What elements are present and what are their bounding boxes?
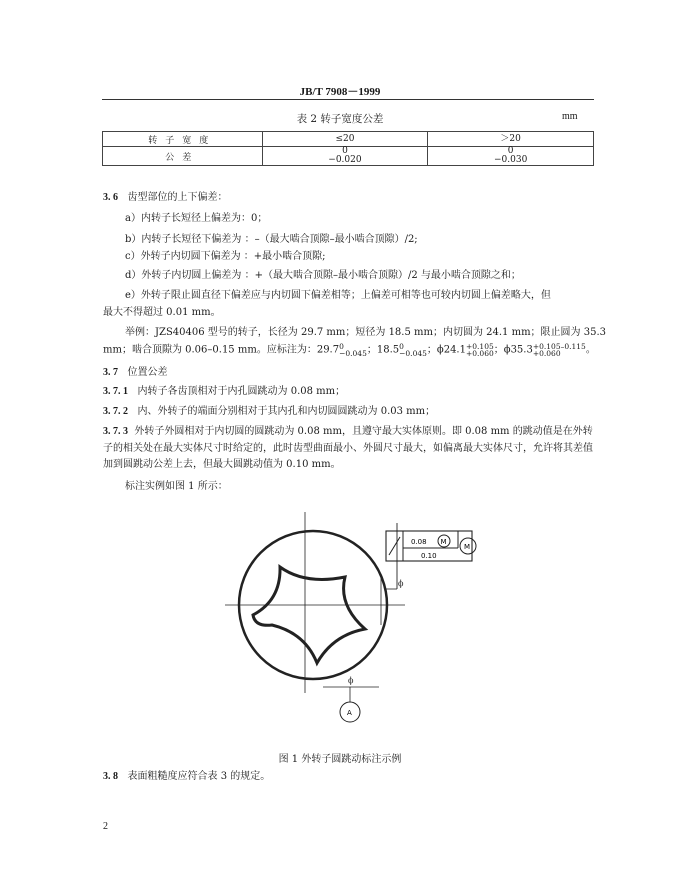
separator: ；	[426, 344, 437, 356]
section-number: 3. 7	[103, 367, 118, 378]
clause-3-7-3	[103, 424, 595, 474]
datum-letter: A	[347, 709, 352, 717]
tolerance-upper: 0	[507, 146, 514, 156]
clause-text: 内、外转子的端面分别相对于其内孔和内切圆圆跳动为 0.03 mm；	[137, 406, 436, 417]
table-title: 表 2 转子宽度公差	[296, 113, 384, 125]
section-number: 3. 6	[103, 192, 118, 203]
dim-value: 29.7	[316, 344, 340, 356]
fcf-value: 0.08	[411, 538, 427, 546]
dim-tolerance: 0 −0.045	[399, 342, 427, 358]
figure-1-drawing	[225, 505, 495, 730]
example-text: mm；啮合顶隙为 0.06–0.15 mm。应标注为：	[103, 344, 317, 356]
runout-arrow-icon	[389, 537, 400, 555]
dim-tolerance: +0.105 +0.060	[465, 342, 494, 358]
clause-3-7-1	[103, 385, 595, 399]
item-b: b）内转子长短径下偏差为 ：–（最大啮合顶隙–最小啮合顶隙）/2;	[125, 234, 418, 245]
document-header: JB/T 7908－1999	[299, 86, 381, 98]
separator: ；	[493, 344, 504, 356]
clause-3-7-2	[103, 405, 595, 419]
dim-tolerance: +0.105–0.115 +0.060	[532, 342, 586, 358]
mmc-letter: M	[464, 543, 471, 551]
fcf-limit: 0.10	[421, 552, 437, 560]
section-number: 3. 8	[103, 771, 118, 782]
figure-caption: 图 1 外转子圆跳动标注示例	[278, 754, 402, 765]
header-rule	[102, 99, 594, 100]
clause-number: 3. 7. 3	[103, 426, 128, 437]
clause-number: 3. 7. 1	[103, 386, 128, 397]
tolerance-lower: −0.030	[493, 155, 528, 165]
section-3-8	[103, 770, 595, 784]
dim-value: ϕ35.3	[503, 344, 533, 356]
row-label: 公差	[103, 147, 263, 166]
table-cell: ≤20	[262, 132, 428, 147]
leader-lines	[323, 577, 404, 702]
table-cell	[428, 147, 594, 166]
dim-value: 18.5	[376, 344, 400, 356]
item-a: a）内转子长短径上偏差为：0；	[125, 213, 268, 224]
section-title: 齿型部位的上下偏差：	[127, 192, 228, 203]
section-title: 位置公差	[127, 367, 168, 378]
dim-value: ϕ24.1	[436, 344, 466, 356]
clause-text: 内转子各齿顶相对于内孔圆跳动为 0.08 mm；	[137, 386, 346, 397]
tolerance-upper: 0	[342, 146, 348, 156]
clause-text: 外转子外圆相对于内切圆的圆跳动为 0.08 mm，且遵守最大实体原则。即 0.08 mm 的跳动值是在外转子的相关处在最大实体尺寸时给定的，此时齿型曲面最小、外圆尺寸最大，如偏离最大实体尺寸，允许将其差值加到圆跳动公差上去，但最大圆跳动值为 0.10 mm。	[103, 426, 593, 470]
section-text: 表面粗糙度应符合表 3 的规定。	[127, 771, 271, 782]
item-e-line2: 最大不得超过 0.01 mm。	[103, 307, 221, 318]
row-label: 转子宽度	[103, 132, 263, 147]
table-row	[103, 132, 594, 147]
separator: ；	[366, 344, 377, 356]
table-cell: ＞20	[428, 132, 594, 147]
mmc-letter: M	[440, 538, 447, 546]
dim-tolerance: 0 −0.045	[339, 342, 367, 358]
table-unit: mm	[562, 111, 578, 122]
phi-symbol: ϕ	[348, 676, 354, 685]
item-e-line1: e）外转子限止圆直径下偏差应与内切圆下偏差相等；上偏差可相等也可较内切圆上偏差略大，但	[125, 290, 551, 301]
rotor-width-tolerance-table	[102, 131, 594, 166]
separator: 。	[585, 344, 596, 356]
example-line2	[103, 343, 595, 358]
phi-symbol: ϕ	[398, 579, 404, 588]
table-cell	[262, 147, 428, 166]
item-c: c）外转子内切圆下偏差为 ：+最小啮合顶隙;	[125, 251, 326, 262]
clause-number: 3. 7. 2	[103, 406, 128, 417]
item-d: d）外转子内切圆上偏差为 ：+（最大啮合顶隙–最小啮合顶隙）/2 与最小啮合顶隙之和；	[125, 270, 521, 281]
example-line1: 举例：JZS40406 型号的转子，长径为 29.7 mm；短径为 18.5 mm；内切圆为 24.1 mm；限止圆为 35.3	[125, 327, 607, 338]
table-row	[103, 147, 594, 166]
example-note: 标注实例如图 1 所示：	[125, 481, 228, 492]
page-number: 2	[103, 821, 108, 832]
section-3-7-heading	[103, 366, 595, 380]
tolerance-lower: −0.020	[328, 155, 362, 165]
section-3-6-heading	[103, 191, 595, 205]
inner-tooth-profile	[253, 567, 365, 663]
